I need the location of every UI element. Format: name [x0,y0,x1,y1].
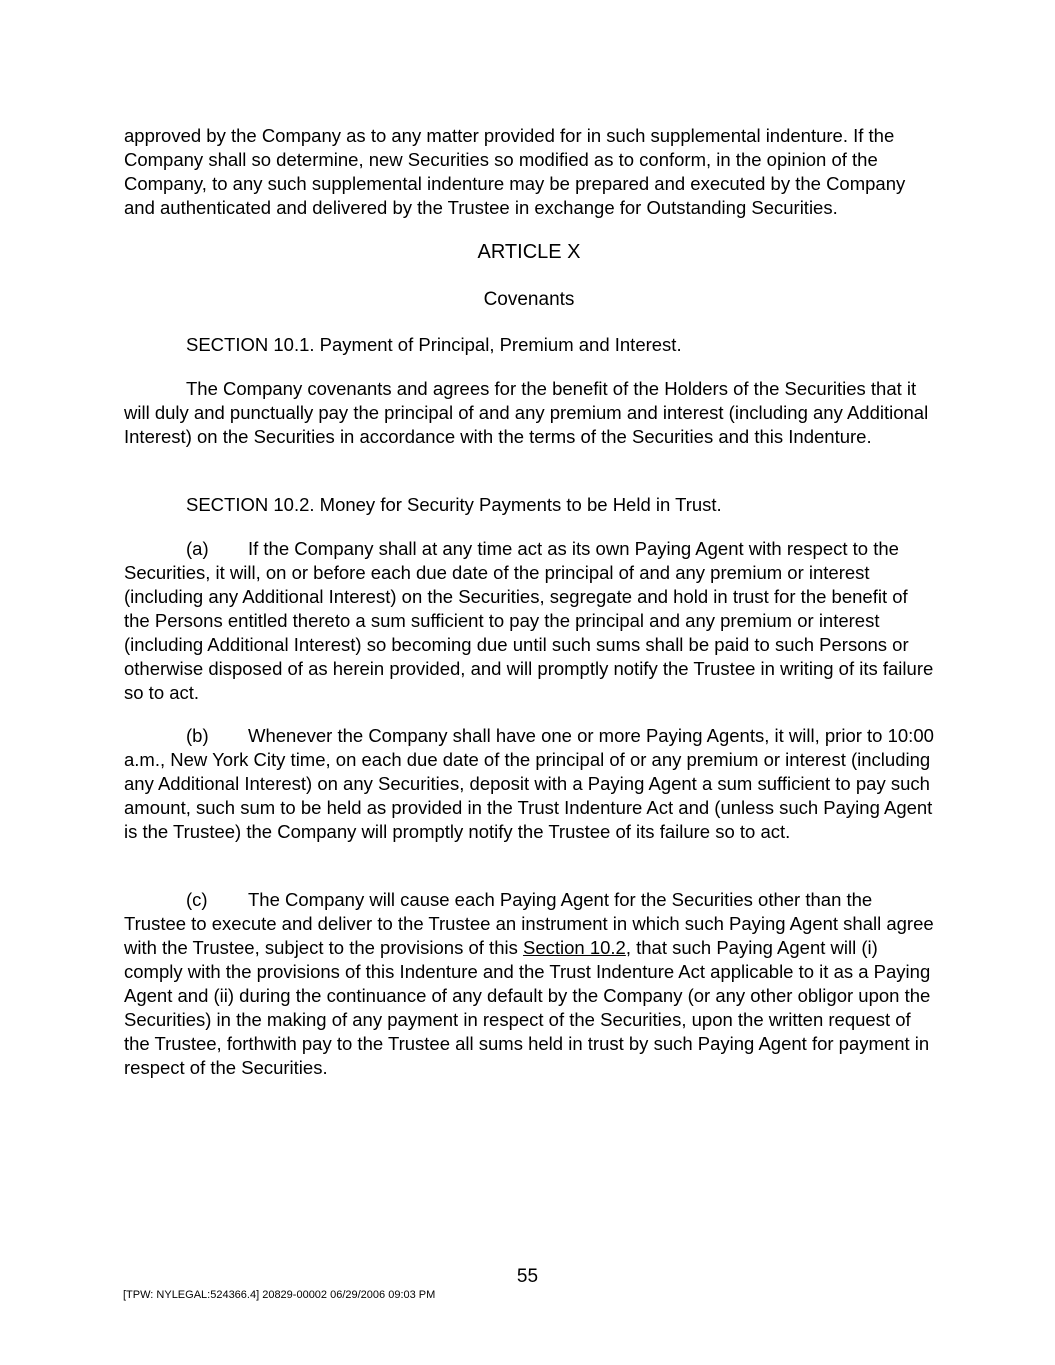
section-10-2-heading: SECTION 10.2. Money for Security Payments to be Held in Trust. [186,494,722,515]
subsection-b-text: Whenever the Company shall have one or more Paying Agents, it will, prior to 10:00 a.m., New York City time, on each due date of the principal of or any premium or interest (including any Additional Interest) on any Securities, deposit with a Paying Agent a sum sufficient to pay such amount, such sum to be held as provided in the Trust Indenture Act and (unless such Paying Agent is the Trustee) the Company will promptly notify the Trustee of its failure so to act. [124,725,934,842]
subsection-b-paragraph [124,724,934,844]
article-title: ARTICLE X [477,241,581,263]
continuation-paragraph: approved by the Company as to any matter provided for in such supplemental indenture. If the Company shall so determine, new Securities so modified as to conform, in the opinion of the Company, to any such supplemental indenture may be prepared and executed by the Company and authenticated and delivered by the Trustee in exchange for Outstanding Securities. [124,125,906,218]
section-10-1-heading: SECTION 10.1. Payment of Principal, Premium and Interest. [186,334,682,355]
subsection-c-text-before: The Company will cause each Paying Agent for the Securities other than the Trustee to execute and deliver to the Trustee an instrument in which such Paying Agent shall agree with the Trustee, subject to the provisions of this [124,889,934,958]
subsection-b-marker: (b) [186,725,209,746]
subsection-c-marker: (c) [186,889,208,910]
subsection-a-text: If the Company shall at any time act as its own Paying Agent with respect to the Securities, it will, on or before each due date of the principal of and any premium or interest (including any Additional Interest) on the Securities, segregate and hold in trust for the benefit of the Persons entitled thereto a sum sufficient to pay the principal and any premium or interest (including Additional Interest) so becoming due until such sums shall be paid to such Persons or otherwise disposed of as herein provided, and will promptly notify the Trustee in writing of its failure so to act. [124,538,934,703]
section-10-1-paragraph: The Company covenants and agrees for the benefit of the Holders of the Securities that it will duly and punctually pay the principal of and any premium and interest (including any Additional Interest) on the Securities in accordance with the terms of the Securities and this Indenture. [124,378,929,447]
section-10-2-cross-reference: Section 10.2 [522,937,626,958]
footer-document-id: [TPW: NYLEGAL:524366.4] 20829-00002 06/29/2006 09:03 PM [123,1289,436,1301]
subsection-a-paragraph [124,537,934,705]
subsection-c-text-after: , that such Paying Agent will (i) comply with the provisions of this Indenture and the Trust Indenture Act applicable to it as a Paying Agent and (ii) during the continuance of any default by the Company (or any other obligor upon the Securities) in the making of any payment in respect of the Securities, upon the written request of the Trustee, forthwith pay to the Trustee all sums held in trust by such Paying Agent for payment in respect of the Securities. [124,937,931,1078]
subsection-c-paragraph [124,888,934,1080]
subsection-a-marker: (a) [186,538,209,559]
page-number: 55 [516,1266,539,1287]
article-subtitle: Covenants [483,289,575,310]
